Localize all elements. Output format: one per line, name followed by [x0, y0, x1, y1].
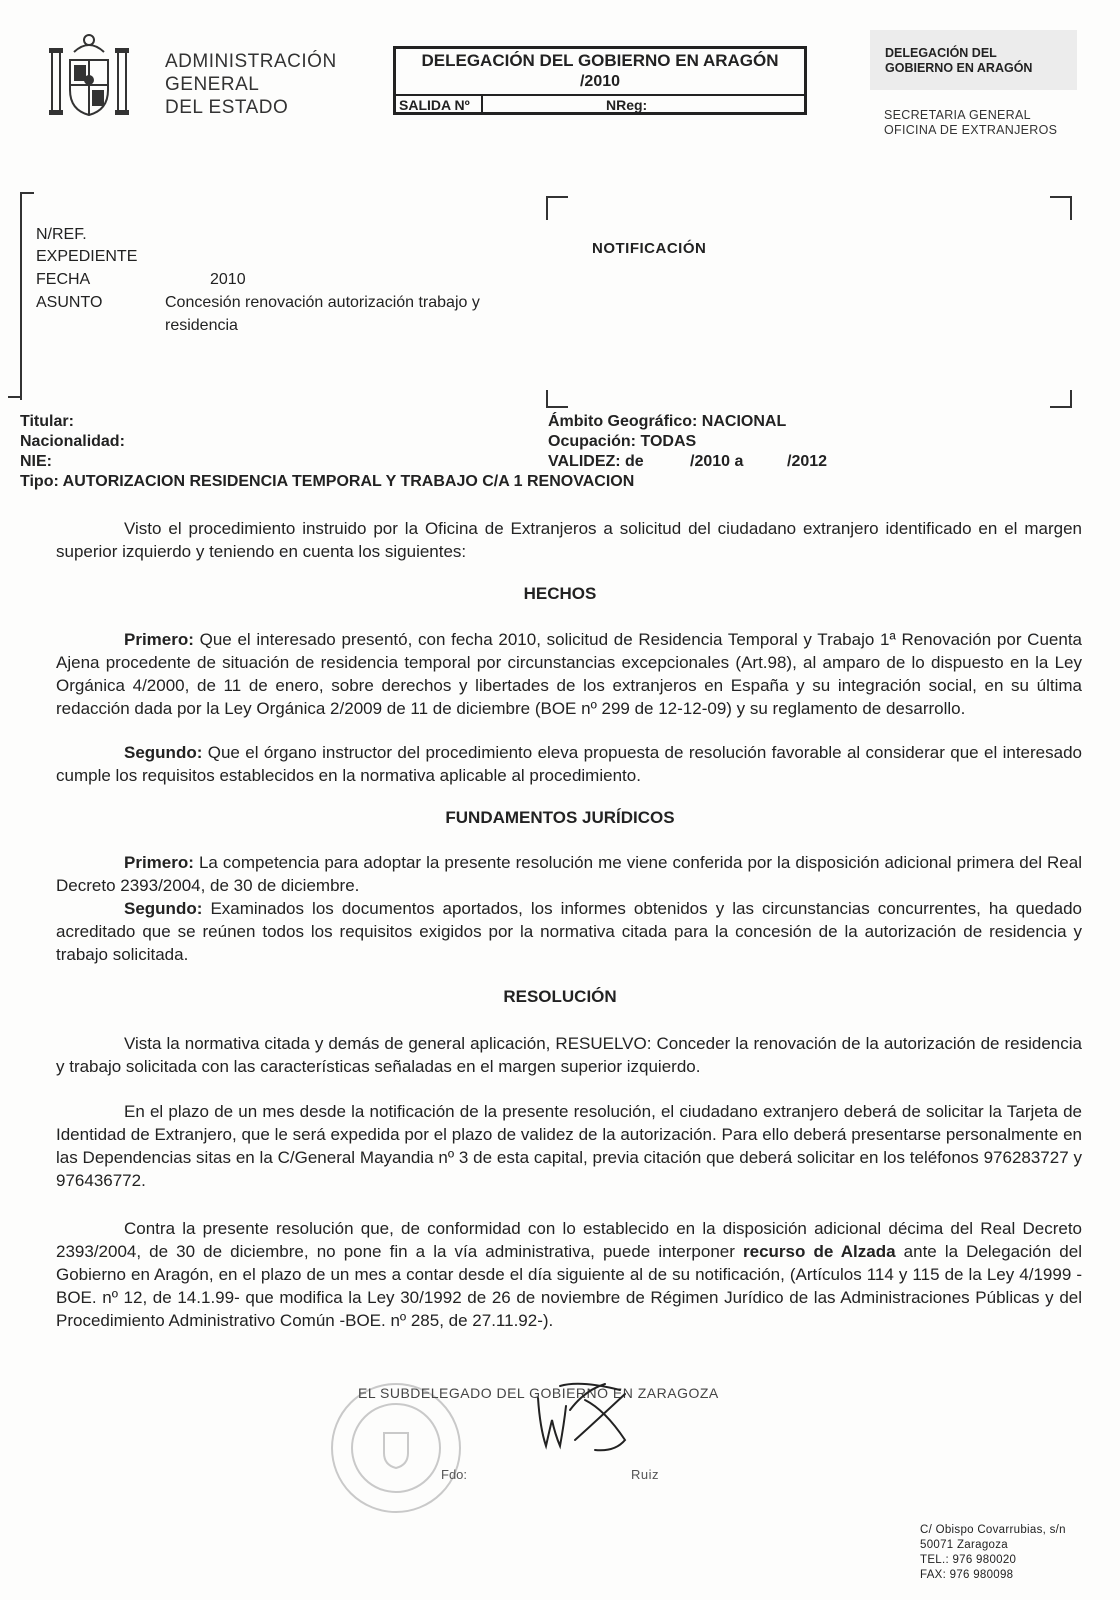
notificacion-label: NOTIFICACIÓN: [592, 240, 707, 257]
hechos-segundo-label: Segundo:: [124, 743, 203, 762]
intro-paragraph: [56, 517, 1082, 563]
administration-title: [165, 50, 337, 119]
fundamentos-segundo-text: Examinados los documentos aportados, los informes obtenidos y las circunstancias concurrentes, ha quedado acreditado que se reúnen todos los requisitos exigidos por la normativa citada para la concesión de la autorización de residencia y trabajo solicitada.: [56, 899, 1082, 964]
nref-label: N/REF.: [36, 226, 87, 243]
secretaria-block: [884, 108, 1057, 138]
asunto-label: ASUNTO: [36, 294, 103, 311]
hechos-segundo: [56, 741, 1082, 787]
intro-line-1: Visto el procedimiento instruido por la Oficina de Extranjeros a solicitud del ciudadano extranjero identificado en el margen: [124, 519, 1082, 538]
address-block: [920, 1523, 1066, 1583]
recurso-alzada: recurso de Alzada: [743, 1242, 896, 1261]
corner-mark-bottom-left: [8, 396, 22, 400]
address-line-2: 50071 Zaragoza: [920, 1539, 1008, 1551]
fundamentos-primero-label: Primero:: [124, 853, 194, 872]
ocupacion-label: Ocupación: TODAS: [548, 433, 697, 450]
nreg-label: NReg:: [606, 97, 648, 113]
fecha-label: FECHA: [36, 271, 91, 288]
resolucion-p3-text-b: ante la Delegación del Gobierno en Aragón, en el plazo de un mes a contar desde el día siguiente al de su notificación, (Artículos 114 y 115 de la Ley 4/1999 -BOE. nº 12, de 14.1.99- que modifica la Ley 30/1992 de 26 de noviembre de Régimen Jurídico de las Administraciones Públicas y del Procedimiento Administrativo Común -BOE. nº 285, de 27.11.92-).: [56, 1242, 1082, 1330]
hechos-heading: HECHOS: [523, 584, 597, 603]
ambito-label: Ámbito Geográfico: NACIONAL: [548, 413, 787, 430]
registry-divider: [396, 94, 804, 96]
fundamentos-primero: [56, 851, 1082, 897]
validez-to: /2012: [787, 453, 828, 470]
resolucion-p1-text: Vista la normativa citada y demás de general aplicación, RESUELVO: Conceder la renovación de la autorización de residencia y trabajo solicitada con las características señaladas en el margen superior izquierdo.: [56, 1034, 1082, 1076]
resolucion-paragraph-3: [56, 1217, 1082, 1332]
fundamentos-primero-text: La competencia para adoptar la presente resolución me viene conferida por la disposición adicional primera del Real Decreto 2393/2004, de 30 de diciembre.: [56, 853, 1082, 895]
nacionalidad-label: Nacionalidad:: [20, 433, 125, 450]
validez-label: VALIDEZ: de: [548, 453, 644, 470]
resolucion-paragraph-1: [56, 1032, 1082, 1078]
coat-of-arms-icon: [44, 30, 134, 125]
signature-name: Ruiz: [631, 1467, 660, 1482]
hechos-primero-text: Que el interesado presentó, con fecha 2010, solicitud de Residencia Temporal y Trabajo 1ª Renovación por Cuenta Ajena procedente de situación de residencia temporal por circunstancias excepcionales (Art.98), al amparo de lo dispuesto en la Ley Orgánica 4/2000, de 11 de enero, sobre derechos y libertades de los extranjeros en España y su integración social, en su última redacción dada por la Ley Orgánica 2/2009 de 11 de diciembre (BOE nº 299 de 12-12-09) y su reglamento de desarrollo.: [56, 630, 1082, 718]
resolucion-paragraph-2: [56, 1100, 1082, 1192]
registry-year: /2010: [579, 73, 621, 90]
hechos-primero-label: Primero:: [124, 630, 194, 649]
salida-label: SALIDA Nº: [399, 97, 470, 113]
address-line-3: TEL.: 976 980020: [920, 1554, 1017, 1566]
corner-mark-top-left: [20, 192, 34, 400]
validez-from: /2010 a: [690, 453, 744, 470]
corner-mark-notif-bottom-left: [546, 390, 568, 408]
signature-title: EL SUBDELEGADO DEL GOBIERNO EN ZARAGOZA: [358, 1385, 719, 1401]
handwritten-signature: [530, 1380, 640, 1460]
secretaria-line-2: OFICINA DE EXTRANJEROS: [884, 123, 1058, 137]
hechos-segundo-text: Que el órgano instructor del procedimiento eleva propuesta de resolución favorable al considerar que el interesado cumple los requisitos establecidos en la normativa aplicable al procedimiento.: [56, 743, 1082, 785]
tipo-label: Tipo: AUTORIZACION RESIDENCIA TEMPORAL Y TRABAJO C/A 1 RENOVACION: [20, 473, 635, 490]
address-line-1: C/ Obispo Covarrubias, s/n: [920, 1524, 1066, 1536]
asunto-line-2: residencia: [165, 317, 238, 334]
fecha-value: 2010: [210, 271, 246, 288]
admin-line-1: ADMINISTRACIÓN: [165, 51, 337, 72]
address-line-4: FAX: 976 980098: [920, 1569, 1014, 1581]
resolucion-p2-text: En el plazo de un mes desde la notificación de la presente resolución, el ciudadano extranjero deberá de solicitar la Tarjeta de Identidad de Extranjero, que le será expedida por el plazo de validez de la autorización. Para ello deberá presentarse personalmente en las Dependencias sitas en la C/General Mayandia nº 3 de esta capital, previa citación que deberá solicitar en los teléfonos 976283727 y 976436772.: [56, 1102, 1082, 1190]
admin-line-2: GENERAL: [165, 74, 260, 95]
resolucion-p3-text-a: Contra la presente resolución que, de conformidad con lo establecido en la disposición adicional décima del Real Decreto 2393/2004, de 30 de diciembre, no pone fin a la vía administrativa, puede interponer: [56, 1219, 1082, 1261]
fundamentos-heading: FUNDAMENTOS JURÍDICOS: [445, 808, 675, 827]
corner-mark-notif-top-left: [546, 196, 568, 220]
registry-separator: [481, 94, 483, 112]
resolucion-heading: RESOLUCIÓN: [503, 987, 617, 1006]
fundamentos-segundo: [56, 897, 1082, 966]
expediente-label: EXPEDIENTE: [36, 248, 138, 265]
corner-mark-notif-bottom-right: [1050, 390, 1072, 408]
delegation-line-1: DELEGACIÓN DEL: [885, 46, 997, 60]
fundamentos-segundo-label: Segundo:: [124, 899, 203, 918]
intro-line-2: superior izquierdo y teniendo en cuenta los siguientes:: [56, 542, 467, 561]
delegation-line-2: GOBIERNO EN ARAGÓN: [885, 61, 1033, 75]
secretaria-line-1: SECRETARIA GENERAL: [884, 108, 1031, 122]
hechos-primero: [56, 628, 1082, 720]
registry-title: DELEGACIÓN DEL GOBIERNO EN ARAGÓN: [421, 51, 779, 70]
signature-fdo: Fdo:: [441, 1467, 468, 1482]
corner-mark-notif-top-right: [1050, 196, 1072, 220]
admin-line-3: DEL ESTADO: [165, 97, 289, 118]
delegation-box: [870, 30, 1077, 90]
asunto-line-1: Concesión renovación autorización trabajo y: [165, 294, 480, 311]
registry-box: [393, 46, 807, 115]
nie-label: NIE:: [20, 453, 52, 470]
titular-label: Titular:: [20, 413, 74, 430]
